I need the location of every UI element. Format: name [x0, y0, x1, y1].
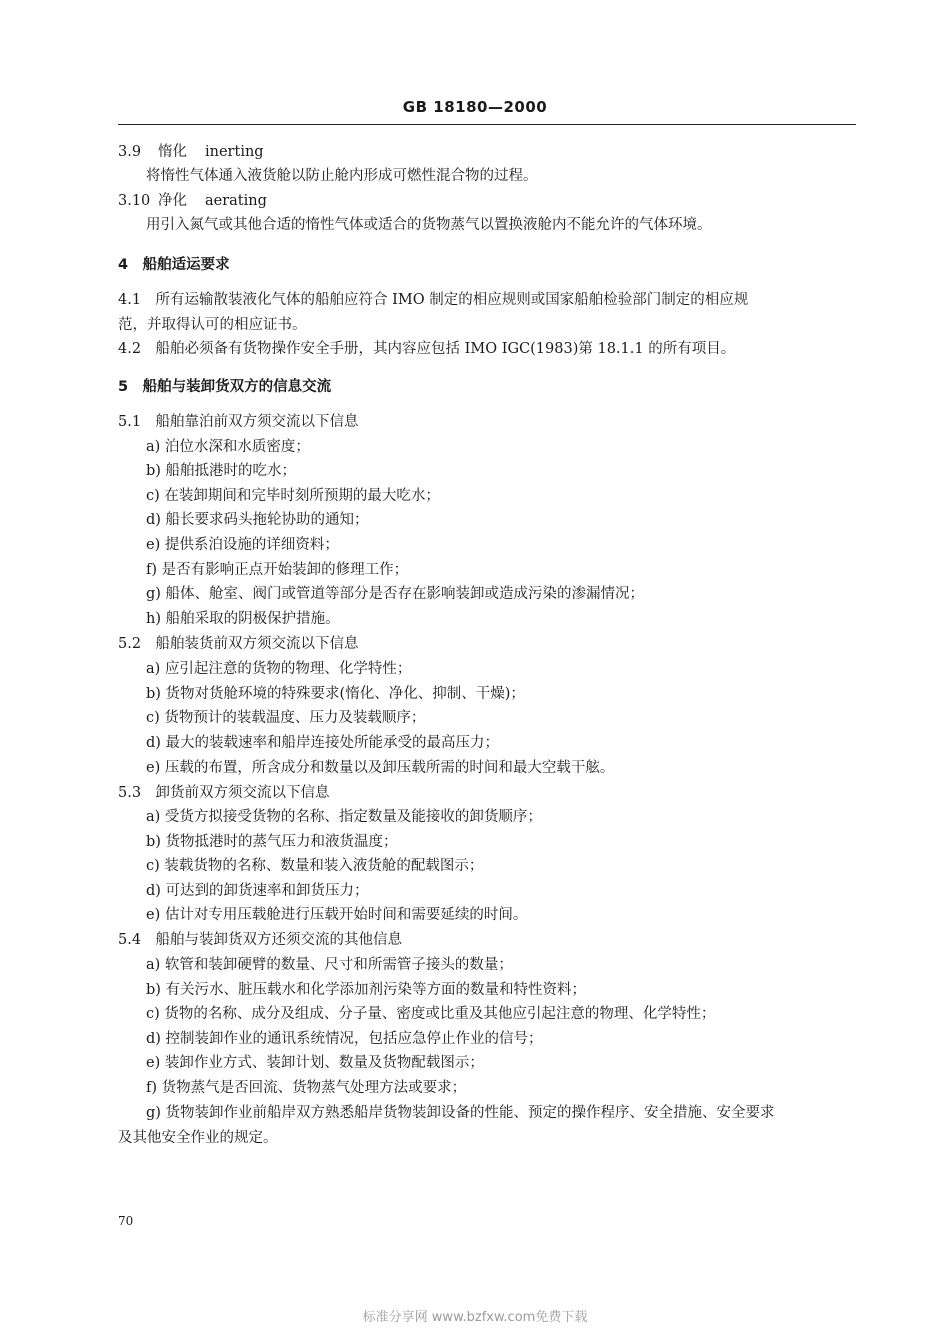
- term-3-10-definition: 用引入氮气或其他合适的惰性气体或适合的货物蒸气以置换液舱内不能允许的气体环境。: [146, 217, 712, 233]
- list-item: d) 控制装卸作业的通讯系统情况，包括应急停止作业的信号；: [146, 1031, 543, 1047]
- clause-4-2: 4.2 船舶必须备有货物操作安全手册，其内容应包括 IMO IGC(1983)第 18.1.1 的所有项目。: [118, 341, 736, 357]
- list-item: b) 有关污水、脏压载水和化学添加剂污染等方面的数量和特性资料；: [146, 982, 587, 998]
- list-item: a) 应引起注意的货物的物理、化学特性；: [146, 661, 412, 677]
- list-item-g-line1: g) 货物装卸作业前船岸双方熟悉船岸货物装卸设备的性能、预定的操作程序、安全措施、安全要求: [146, 1105, 775, 1121]
- list-item: h) 船舶采取的阴极保护措施。: [146, 611, 340, 627]
- header-rule: [118, 124, 856, 125]
- term-3-10-en: aerating: [205, 193, 267, 209]
- list-item: e) 装卸作业方式、装卸计划、数量及货物配载图示；: [146, 1055, 484, 1071]
- list-item: d) 可达到的卸货速率和卸货压力；: [146, 883, 369, 899]
- term-3-9-cn: 惰化: [158, 144, 187, 160]
- list-item: g) 船体、舱室、阀门或管道等部分是否存在影响装卸或造成污染的渗漏情况；: [146, 586, 645, 602]
- list-item: c) 装载货物的名称、数量和装入液货舱的配载图示；: [146, 858, 484, 874]
- clause-4-1-line2: 范，并取得认可的相应证书。: [118, 317, 307, 333]
- list-item: f) 货物蒸气是否回流、货物蒸气处理方法或要求；: [146, 1080, 467, 1096]
- list-item-g-line2: 及其他安全作业的规定。: [118, 1130, 278, 1146]
- clause-5-1: 5.1 船舶靠泊前双方须交流以下信息: [118, 414, 359, 430]
- list-item: c) 在装卸期间和完毕时刻所预期的最大吃水；: [146, 488, 440, 504]
- section-5-heading: 5 船舶与装卸货双方的信息交流: [118, 379, 332, 395]
- list-item: c) 货物预计的装载温度、压力及装载顺序；: [146, 710, 426, 726]
- list-item: e) 提供系泊设施的详细资料；: [146, 537, 339, 553]
- list-item: a) 受货方拟接受货物的名称、指定数量及能接收的卸货顺序；: [146, 809, 542, 825]
- term-3-9: 3.9 惰化 inerting: [118, 144, 264, 160]
- clause-4-1-line1: 4.1 所有运输散装液化气体的船舶应符合 IMO 制定的相应规则或国家船舶检验部门制定的相应规: [118, 292, 749, 308]
- list-item: a) 软管和装卸硬臂的数量、尺寸和所需管子接头的数量；: [146, 957, 513, 973]
- term-3-9-definition: 将惰性气体通入液货舱以防止舱内形成可燃性混合物的过程。: [146, 168, 538, 184]
- list-item: b) 货物抵港时的蒸气压力和液货温度；: [146, 834, 398, 850]
- clause-5-3: 5.3 卸货前双方须交流以下信息: [118, 785, 330, 801]
- section-4-heading: 4 船舶适运要求: [118, 257, 230, 273]
- standard-code: GB 18180—2000: [402, 98, 548, 116]
- clause-5-2: 5.2 船舶装货前双方须交流以下信息: [118, 636, 359, 652]
- list-item: b) 货物对货舱环境的特殊要求(惰化、净化、抑制、干燥)；: [146, 686, 525, 702]
- list-item: d) 最大的装载速率和船岸连接处所能承受的最高压力；: [146, 735, 500, 751]
- term-3-9-en: inerting: [205, 144, 264, 160]
- list-item: a) 泊位水深和水质密度；: [146, 439, 310, 455]
- list-item: d) 船长要求码头拖轮协助的通知；: [146, 512, 369, 528]
- list-item: e) 估计对专用压载舱进行压载开始时间和需要延续的时间。: [146, 907, 528, 923]
- list-item: f) 是否有影响正点开始装卸的修理工作；: [146, 562, 409, 578]
- term-3-10: 3.10 净化 aerating: [118, 193, 267, 209]
- list-item: b) 船舶抵港时的吃水；: [146, 463, 297, 479]
- list-item: c) 货物的名称、成分及组成、分子量、密度或比重及其他应引起注意的物理、化学特性；: [146, 1006, 716, 1022]
- watermark-footer: 标准分享网 www.bzfxw.com免费下载: [362, 1310, 588, 1325]
- list-item: e) 压载的布置，所含成分和数量以及卸压载所需的时间和最大空载干舷。: [146, 760, 615, 776]
- page-number: 70: [118, 1214, 134, 1228]
- term-3-10-cn: 净化: [158, 193, 187, 209]
- clause-5-4: 5.4 船舶与装卸货双方还须交流的其他信息: [118, 932, 403, 948]
